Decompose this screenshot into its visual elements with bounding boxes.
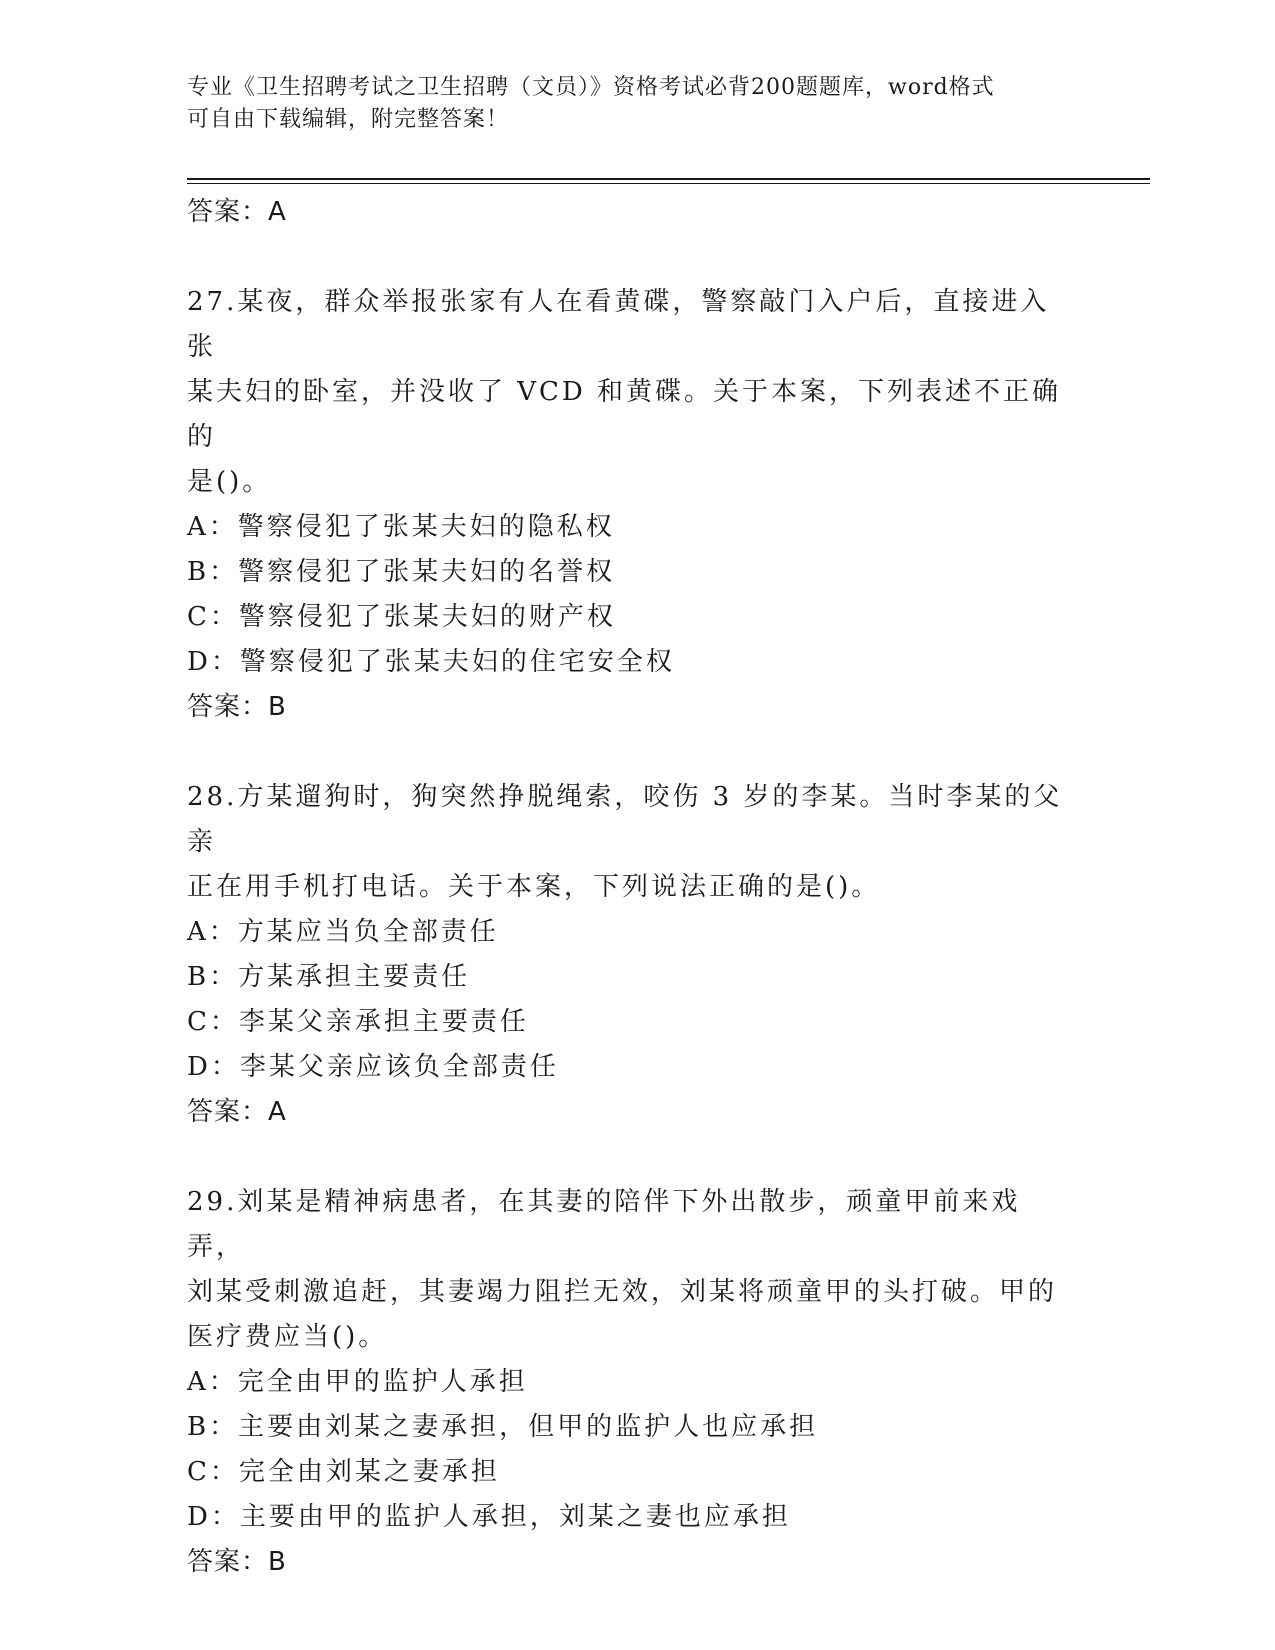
question-text-line: 某夫妇的卧室，并没收了 VCD 和黄碟。关于本案，下列表述不正确的 [187,377,1062,452]
spacer [187,234,1077,280]
question-text-line: 28.方某遛狗时，狗突然挣脱绳索，咬伤 3 岁的李某。当时李某的父亲 [187,782,1063,857]
option-a: A：完全由甲的监护人承担 [187,1367,528,1397]
question-text-line: 正在用手机打电话。关于本案，下列说法正确的是()。 [187,872,881,902]
option-d: D：李某父亲应该负全部责任 [187,1052,559,1082]
answer-line: 答案：B [187,692,287,722]
question-text-line: 是()。 [187,467,272,497]
option-b: B：方某承担主要责任 [187,962,471,992]
header-divider-thin [187,183,1150,184]
option-c: C：完全由刘某之妻承担 [187,1457,500,1487]
question-text-line: 医疗费应当()。 [187,1322,388,1352]
option-d: D：主要由甲的监护人承担，刘某之妻也应承担 [187,1502,791,1532]
option-c: C：警察侵犯了张某夫妇的财产权 [187,602,616,632]
answer-line: 答案：B [187,1547,287,1577]
document-header [187,72,1067,136]
header-divider-thick [187,178,1150,180]
question-text-line: 刘某受刺激追赶，其妻竭力阻拦无效，刘某将顽童甲的头打破。甲的 [187,1277,1058,1307]
question-27 [187,280,1077,729]
document-body [187,190,1077,1584]
option-a: A：方某应当负全部责任 [187,917,499,947]
option-b: B：警察侵犯了张某夫妇的名誉权 [187,557,616,587]
question-28 [187,775,1077,1134]
option-b: B：主要由刘某之妻承担，但甲的监护人也应承担 [187,1412,819,1442]
question-text-line: 29.刘某是精神病患者，在其妻的陪伴下外出散步，顽童甲前来戏弄， [187,1187,1021,1262]
option-a: A：警察侵犯了张某夫妇的隐私权 [187,512,615,542]
spacer [187,1134,1077,1180]
header-line-1: 专业《卫生招聘考试之卫生招聘（文员）》资格考试必背200题题库，word格式 [187,75,995,100]
spacer [187,729,1077,775]
header-line-2: 可自由下载编辑，附完整答案！ [187,107,510,132]
question-text-line: 27.某夜，群众举报张家有人在看黄碟，警察敲门入户后，直接进入张 [187,287,1050,362]
option-d: D：警察侵犯了张某夫妇的住宅安全权 [187,647,675,677]
option-c: C：李某父亲承担主要责任 [187,1007,529,1037]
question-29 [187,1180,1077,1584]
answer-line: 答案：A [187,1097,287,1127]
answer-line: 答案：A [187,197,287,227]
